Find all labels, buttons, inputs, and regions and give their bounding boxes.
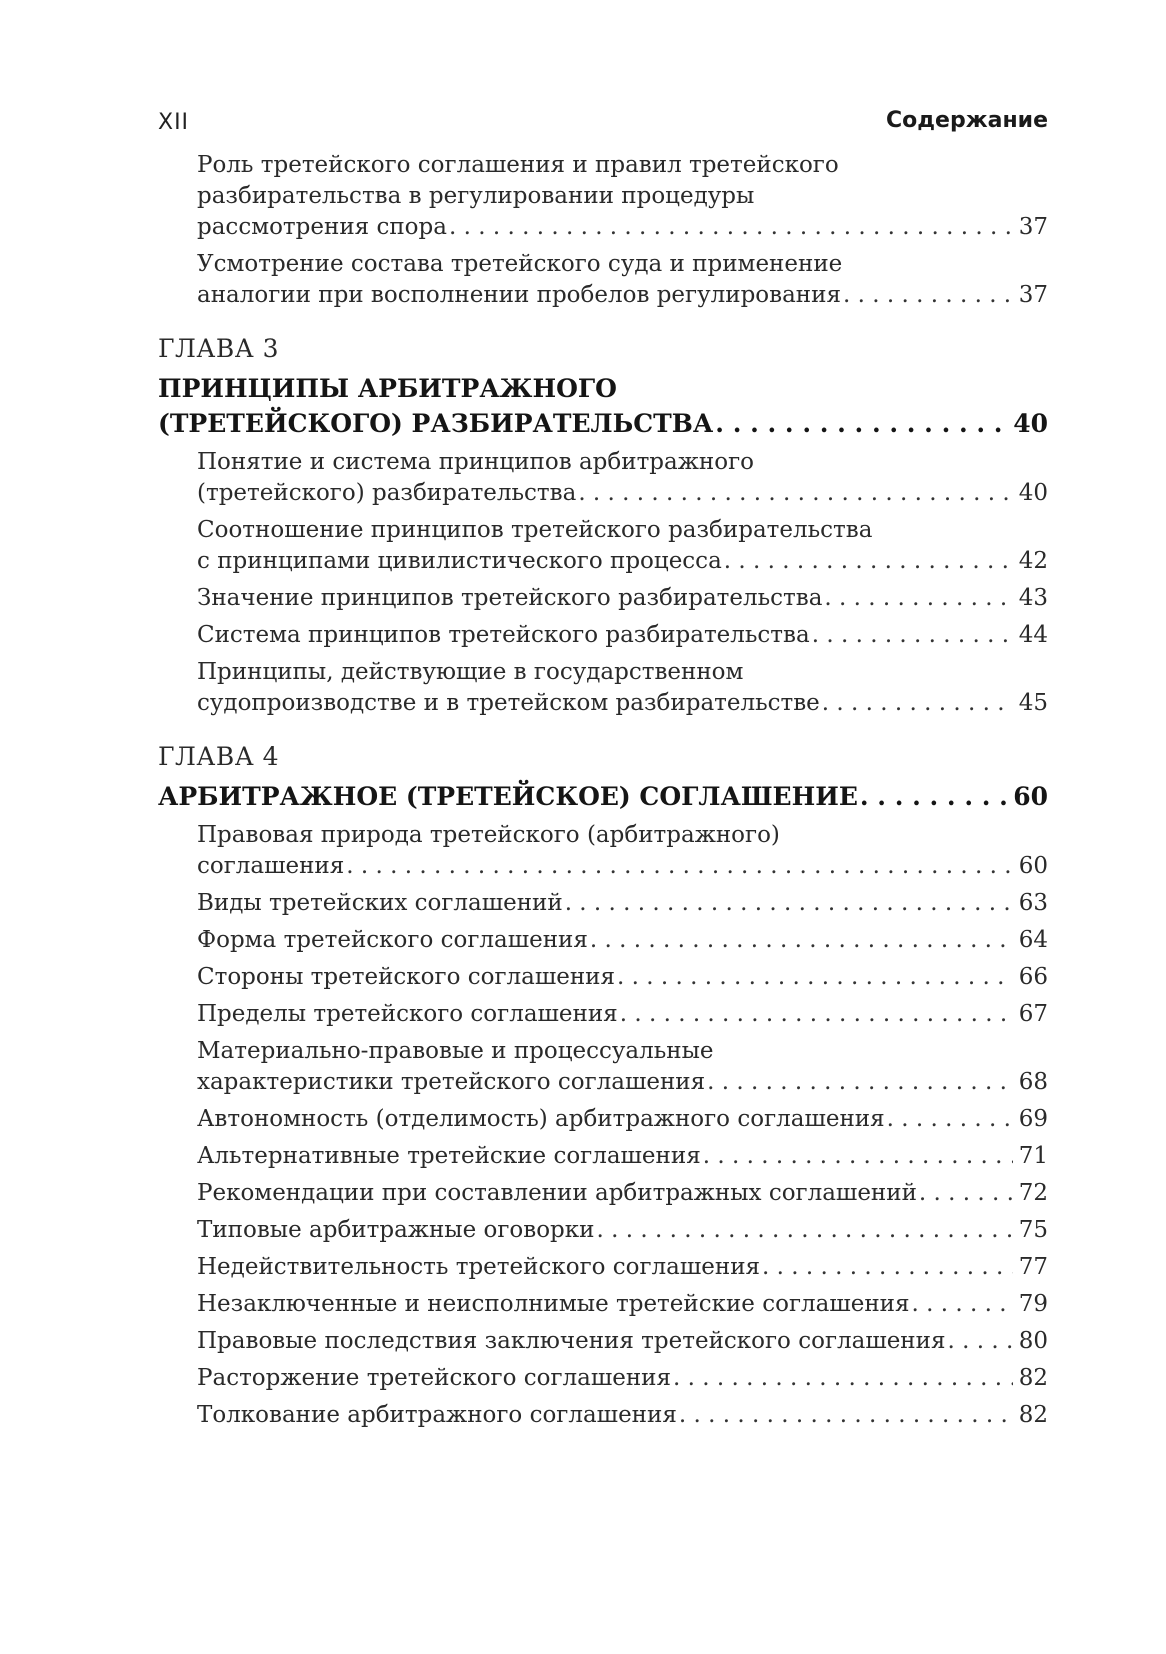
toc-entry-page: 63 [1018, 890, 1048, 916]
toc-entry-page: 67 [1018, 1001, 1048, 1027]
dot-leader [860, 779, 1009, 814]
toc-entry-title-line: Пределы третейского соглашения [197, 1001, 618, 1027]
toc-entry-title-line: Правовая природа третейского (арбитражного) [197, 822, 780, 848]
toc-entry-title-line: Стороны третейского соглашения [197, 964, 615, 990]
toc-entry[interactable] [197, 150, 1048, 243]
toc-entry-page: 37 [1018, 214, 1048, 240]
toc-entry-page: 64 [1018, 927, 1048, 953]
dot-leader [912, 1289, 1013, 1320]
toc-entry-title-line: Форма третейского соглашения [197, 927, 588, 953]
running-head [158, 100, 1048, 150]
dot-leader [578, 478, 1012, 509]
toc-entry-title-line: Незаключенные и неисполнимые третейские соглашения [197, 1291, 910, 1317]
toc-entry-leader-row [197, 546, 1048, 577]
chapter-title-leader-row [158, 779, 1048, 814]
dot-leader [346, 851, 1012, 882]
dot-leader [824, 583, 1012, 614]
toc-entry-page: 69 [1018, 1106, 1048, 1132]
toc-entry[interactable] [197, 620, 1048, 651]
toc-entry[interactable] [197, 888, 1048, 919]
toc-entry-leader-row [197, 1326, 1048, 1357]
toc-entry-title-line: Виды третейских соглашений [197, 890, 563, 916]
toc-entry-leader-row [197, 851, 1048, 882]
toc-page [158, 100, 1048, 1431]
chapter-title[interactable] [158, 779, 1048, 814]
toc-entry[interactable] [197, 1252, 1048, 1283]
dot-leader [724, 546, 1013, 577]
toc-entry-leader-row [197, 1141, 1048, 1172]
toc-entry-leader-row [197, 688, 1048, 719]
toc-entry-leader-row [197, 1252, 1048, 1283]
toc-entry-leader-row [197, 999, 1048, 1030]
toc-entry-title-line: Соотношение принципов третейского разбирательства [197, 517, 873, 543]
chapter-label: ГЛАВА 4 [158, 742, 280, 771]
toc-entry-page: 42 [1018, 548, 1048, 574]
toc-entry-page: 75 [1018, 1217, 1048, 1243]
toc-entry-page: 72 [1018, 1180, 1048, 1206]
toc-entry[interactable] [197, 1036, 1048, 1098]
toc-entry-page: 68 [1018, 1069, 1048, 1095]
chapter-label: ГЛАВА 3 [158, 334, 280, 363]
toc-entry-leader-row [197, 888, 1048, 919]
toc-entry-leader-row [197, 1363, 1048, 1394]
toc-entry-title-line: Недействительность третейского соглашения [197, 1254, 761, 1280]
dot-leader [617, 962, 1013, 993]
dot-leader [843, 280, 1013, 311]
dot-leader [565, 888, 1013, 919]
toc-entry[interactable] [197, 925, 1048, 956]
toc-entry-leader-row [197, 1289, 1048, 1320]
toc-entry-title-line: рассмотрения спора [197, 214, 447, 240]
toc-entry-leader-row [197, 1067, 1048, 1098]
dot-leader [715, 406, 1009, 441]
toc-entry-title-line: характеристики третейского соглашения [197, 1069, 706, 1095]
toc-entry-page: 43 [1018, 585, 1048, 611]
dot-leader [449, 212, 1013, 243]
toc-entry[interactable] [197, 999, 1048, 1030]
toc-entry-page: 45 [1018, 690, 1048, 716]
chapter-page: 60 [1013, 782, 1048, 811]
toc-entry[interactable] [197, 657, 1048, 719]
toc-entry-leader-row [197, 1178, 1048, 1209]
toc-entry-page: 37 [1018, 282, 1048, 308]
toc-entry[interactable] [197, 820, 1048, 882]
dot-leader [947, 1326, 1012, 1357]
chapter-title-line: АРБИТРАЖНОЕ (ТРЕТЕЙСКОЕ) СОГЛАШЕНИЕ [158, 782, 858, 811]
dot-leader [887, 1104, 1013, 1135]
dot-leader [679, 1400, 1013, 1431]
toc-entry[interactable] [197, 1400, 1048, 1431]
dot-leader [762, 1252, 1013, 1283]
toc-entry-page: 60 [1018, 853, 1048, 879]
toc-entry[interactable] [197, 962, 1048, 993]
toc-entry-title-line: Расторжение третейского соглашения [197, 1365, 672, 1391]
toc-entry-page: 66 [1018, 964, 1048, 990]
toc-entry-leader-row [197, 620, 1048, 651]
toc-entry-leader-row [197, 1104, 1048, 1135]
toc-entry-leader-row [197, 583, 1048, 614]
toc-entry[interactable] [197, 249, 1048, 311]
toc-entry-leader-row [197, 925, 1048, 956]
toc-entry-title-line: Типовые арбитражные оговорки [197, 1217, 595, 1243]
toc-entry[interactable] [197, 1215, 1048, 1246]
toc-entry-leader-row [197, 212, 1048, 243]
chapter-page: 40 [1013, 409, 1048, 438]
dot-leader [703, 1141, 1013, 1172]
dot-leader [596, 1215, 1012, 1246]
chapter-section [158, 333, 1048, 719]
toc-entry-page: 77 [1018, 1254, 1048, 1280]
toc-entry[interactable] [197, 1178, 1048, 1209]
toc-entry-page: 82 [1018, 1402, 1048, 1428]
toc-entry-page: 80 [1018, 1328, 1048, 1354]
toc-entry-title-line: с принципами цивилистического процесса [197, 548, 722, 574]
toc-entry-title-line: Толкование арбитражного соглашения [197, 1402, 677, 1428]
toc-entry-page: 82 [1018, 1365, 1048, 1391]
toc-entry[interactable] [197, 1289, 1048, 1320]
dot-leader [673, 1363, 1013, 1394]
toc-entry-title-line: Правовые последствия заключения третейского соглашения [197, 1328, 946, 1354]
toc-entry-title-line: Понятие и система принципов арбитражного [197, 449, 754, 475]
page-number: XII [158, 110, 190, 135]
toc-entry-title-line: аналогии при восполнении пробелов регулирования [197, 282, 841, 308]
toc-entry-title-line: Система принципов третейского разбирательства [197, 622, 810, 648]
table-of-contents [158, 150, 1048, 1431]
toc-entry[interactable] [197, 583, 1048, 614]
toc-entry-title-line: (третейского) разбирательства [197, 480, 577, 506]
toc-entry-leader-row [197, 478, 1048, 509]
toc-entry[interactable] [197, 1326, 1048, 1357]
toc-entry-leader-row [197, 962, 1048, 993]
toc-entry-leader-row [197, 280, 1048, 311]
dot-leader [812, 620, 1013, 651]
toc-entry-title-line: судопроизводстве и в третейском разбирательстве [197, 690, 820, 716]
section-title: Содержание [886, 108, 1048, 133]
chapter-title[interactable] [158, 371, 1048, 441]
toc-entry-page: 71 [1018, 1143, 1048, 1169]
toc-entry-page: 79 [1018, 1291, 1048, 1317]
toc-entry[interactable] [197, 1141, 1048, 1172]
toc-entry[interactable] [197, 447, 1048, 509]
toc-entry[interactable] [197, 1104, 1048, 1135]
toc-entry-title-line: Рекомендации при составлении арбитражных соглашений [197, 1180, 917, 1206]
toc-entry[interactable] [197, 515, 1048, 577]
chapter-section [158, 741, 1048, 1431]
toc-entry-title-line: Материально-правовые и процессуальные [197, 1038, 714, 1064]
dot-leader [822, 688, 1013, 719]
toc-entry-page: 40 [1018, 480, 1048, 506]
toc-entry-title-line: Значение принципов третейского разбирательства [197, 585, 823, 611]
dot-leader [620, 999, 1013, 1030]
chapter-title-line: (ТРЕТЕЙСКОГО) РАЗБИРАТЕЛЬСТВА [158, 409, 714, 438]
dot-leader [707, 1067, 1013, 1098]
chapter-title-line: ПРИНЦИПЫ АРБИТРАЖНОГО [158, 374, 617, 403]
dot-leader [590, 925, 1013, 956]
toc-entry-title-line: Принципы, действующие в государственном [197, 659, 744, 685]
toc-entry-title-line: Автономность (отделимость) арбитражного соглашения [197, 1106, 885, 1132]
toc-entry[interactable] [197, 1363, 1048, 1394]
toc-entry-leader-row [197, 1400, 1048, 1431]
toc-entry-title-line: Альтернативные третейские соглашения [197, 1143, 701, 1169]
toc-entry-title-line: Роль третейского соглашения и правил третейского [197, 152, 839, 178]
toc-entry-title-line: разбирательства в регулировании процедуры [197, 183, 755, 209]
toc-entry-leader-row [197, 1215, 1048, 1246]
chapter-title-leader-row [158, 406, 1048, 441]
toc-entry-title-line: Усмотрение состава третейского суда и применение [197, 251, 843, 277]
dot-leader [919, 1178, 1013, 1209]
toc-entry-title-line: соглашения [197, 853, 345, 879]
toc-entry-page: 44 [1018, 622, 1048, 648]
